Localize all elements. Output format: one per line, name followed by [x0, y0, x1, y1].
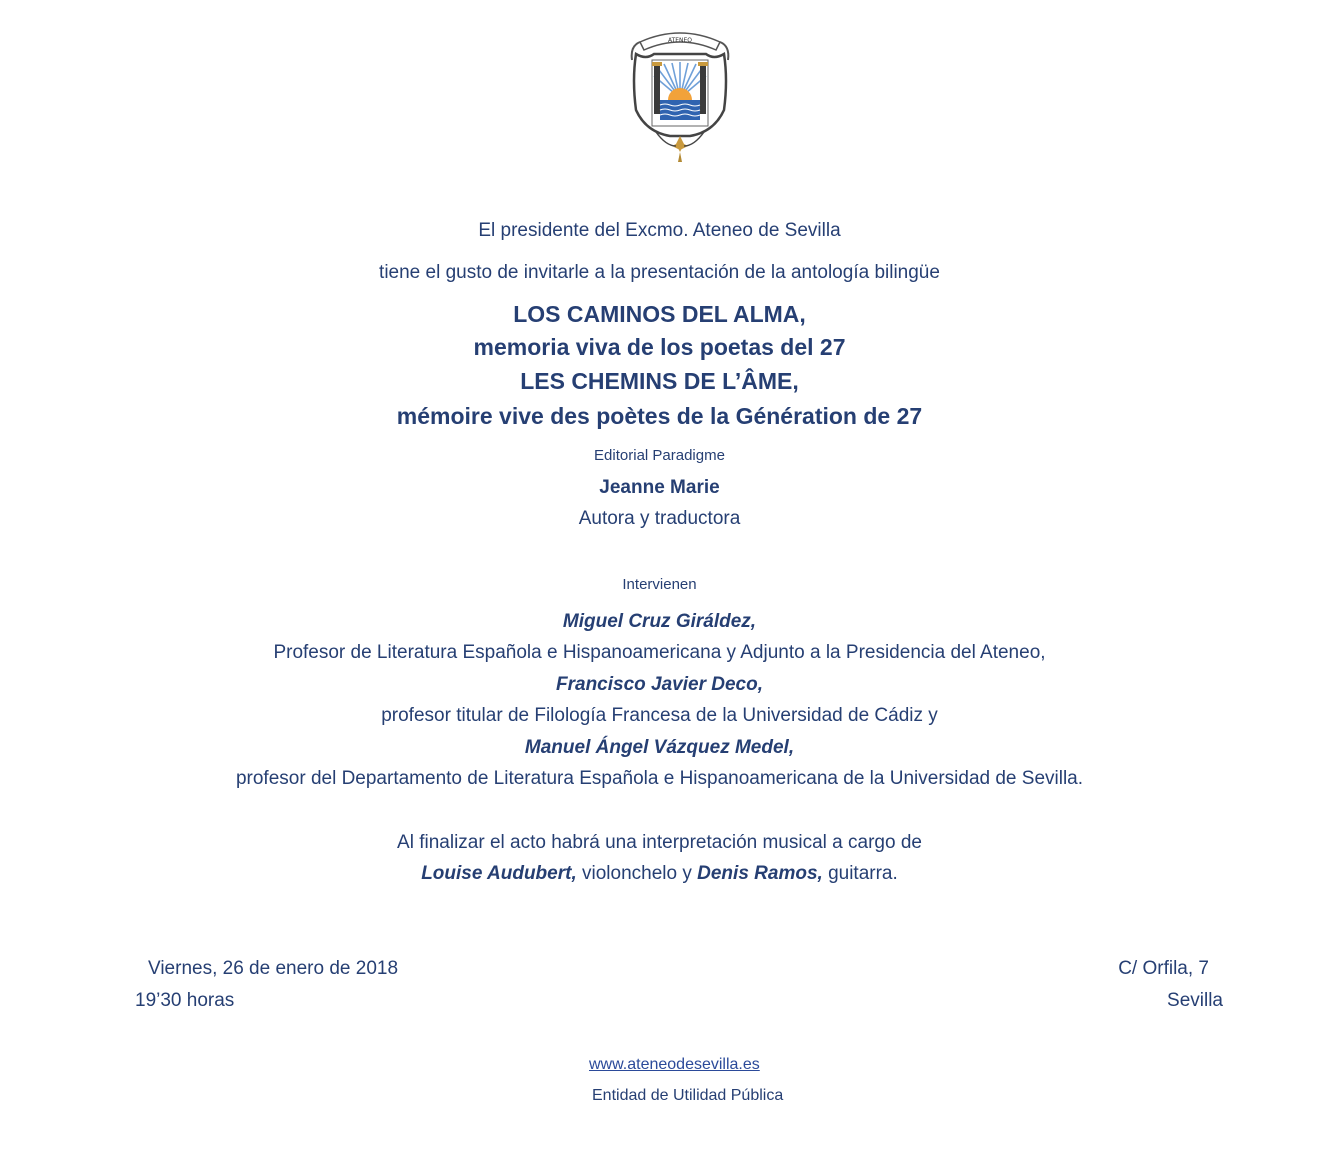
- speaker-title: profesor titular de Filología Francesa de la Universidad de Cádiz y: [381, 705, 938, 726]
- subtitle-line-french: mémoire vive des poètes de la Génération de 27: [396, 403, 923, 429]
- title-line-french: LES CHEMINS DE L’ÂME,: [520, 368, 799, 394]
- performer-instrument: guitarra.: [822, 863, 898, 884]
- speaker-name: Francisco Javier Deco,: [556, 674, 763, 695]
- event-city: Sevilla: [1167, 990, 1223, 1011]
- event-date: Viernes, 26 de enero de 2018: [148, 958, 399, 979]
- ateneo-crest-icon: [626, 20, 734, 166]
- speaker-title: Profesor de Literatura Española e Hispanoamericana y Adjunto a la Presidencia del Ateneo,: [273, 642, 1046, 663]
- music-intro: Al finalizar el acto habrá una interpretación musical a cargo de: [397, 832, 922, 853]
- performer-instrument: violonchelo y: [576, 863, 698, 884]
- intro-line-president: El presidente del Excmo. Ateneo de Sevilla: [478, 220, 841, 241]
- title-line-spanish: LOS CAMINOS DEL ALMA,: [513, 301, 806, 327]
- speakers-heading: Intervienen: [622, 576, 697, 593]
- crest-motto: ATENEO: [667, 37, 693, 44]
- subtitle-line-spanish: memoria viva de los poetas del 27: [473, 334, 846, 360]
- event-address: C/ Orfila, 7: [1118, 958, 1209, 979]
- author-name: Jeanne Marie: [599, 477, 720, 498]
- intro-line-invitation: tiene el gusto de invitarle a la presentación de la antología bilingüe: [379, 262, 940, 283]
- performer-name: Denis Ramos,: [697, 863, 823, 884]
- entity-label: Entidad de Utilidad Pública: [592, 1087, 784, 1104]
- speaker-name: Manuel Ángel Vázquez Medel,: [524, 737, 795, 758]
- speaker-title: profesor del Departamento de Literatura Española e Hispanoamericana de la Universidad de Sevilla.: [235, 768, 1084, 789]
- music-performers: [0, 864, 1319, 883]
- website-link[interactable]: www.ateneodesevilla.es: [589, 1056, 760, 1073]
- performer-name: Louise Audubert,: [421, 863, 577, 884]
- event-time: 19’30 horas: [135, 990, 235, 1011]
- author-role: Autora y traductora: [578, 508, 741, 529]
- publisher-label: Editorial Paradigme: [594, 447, 725, 464]
- speaker-name: Miguel Cruz Giráldez,: [562, 611, 757, 632]
